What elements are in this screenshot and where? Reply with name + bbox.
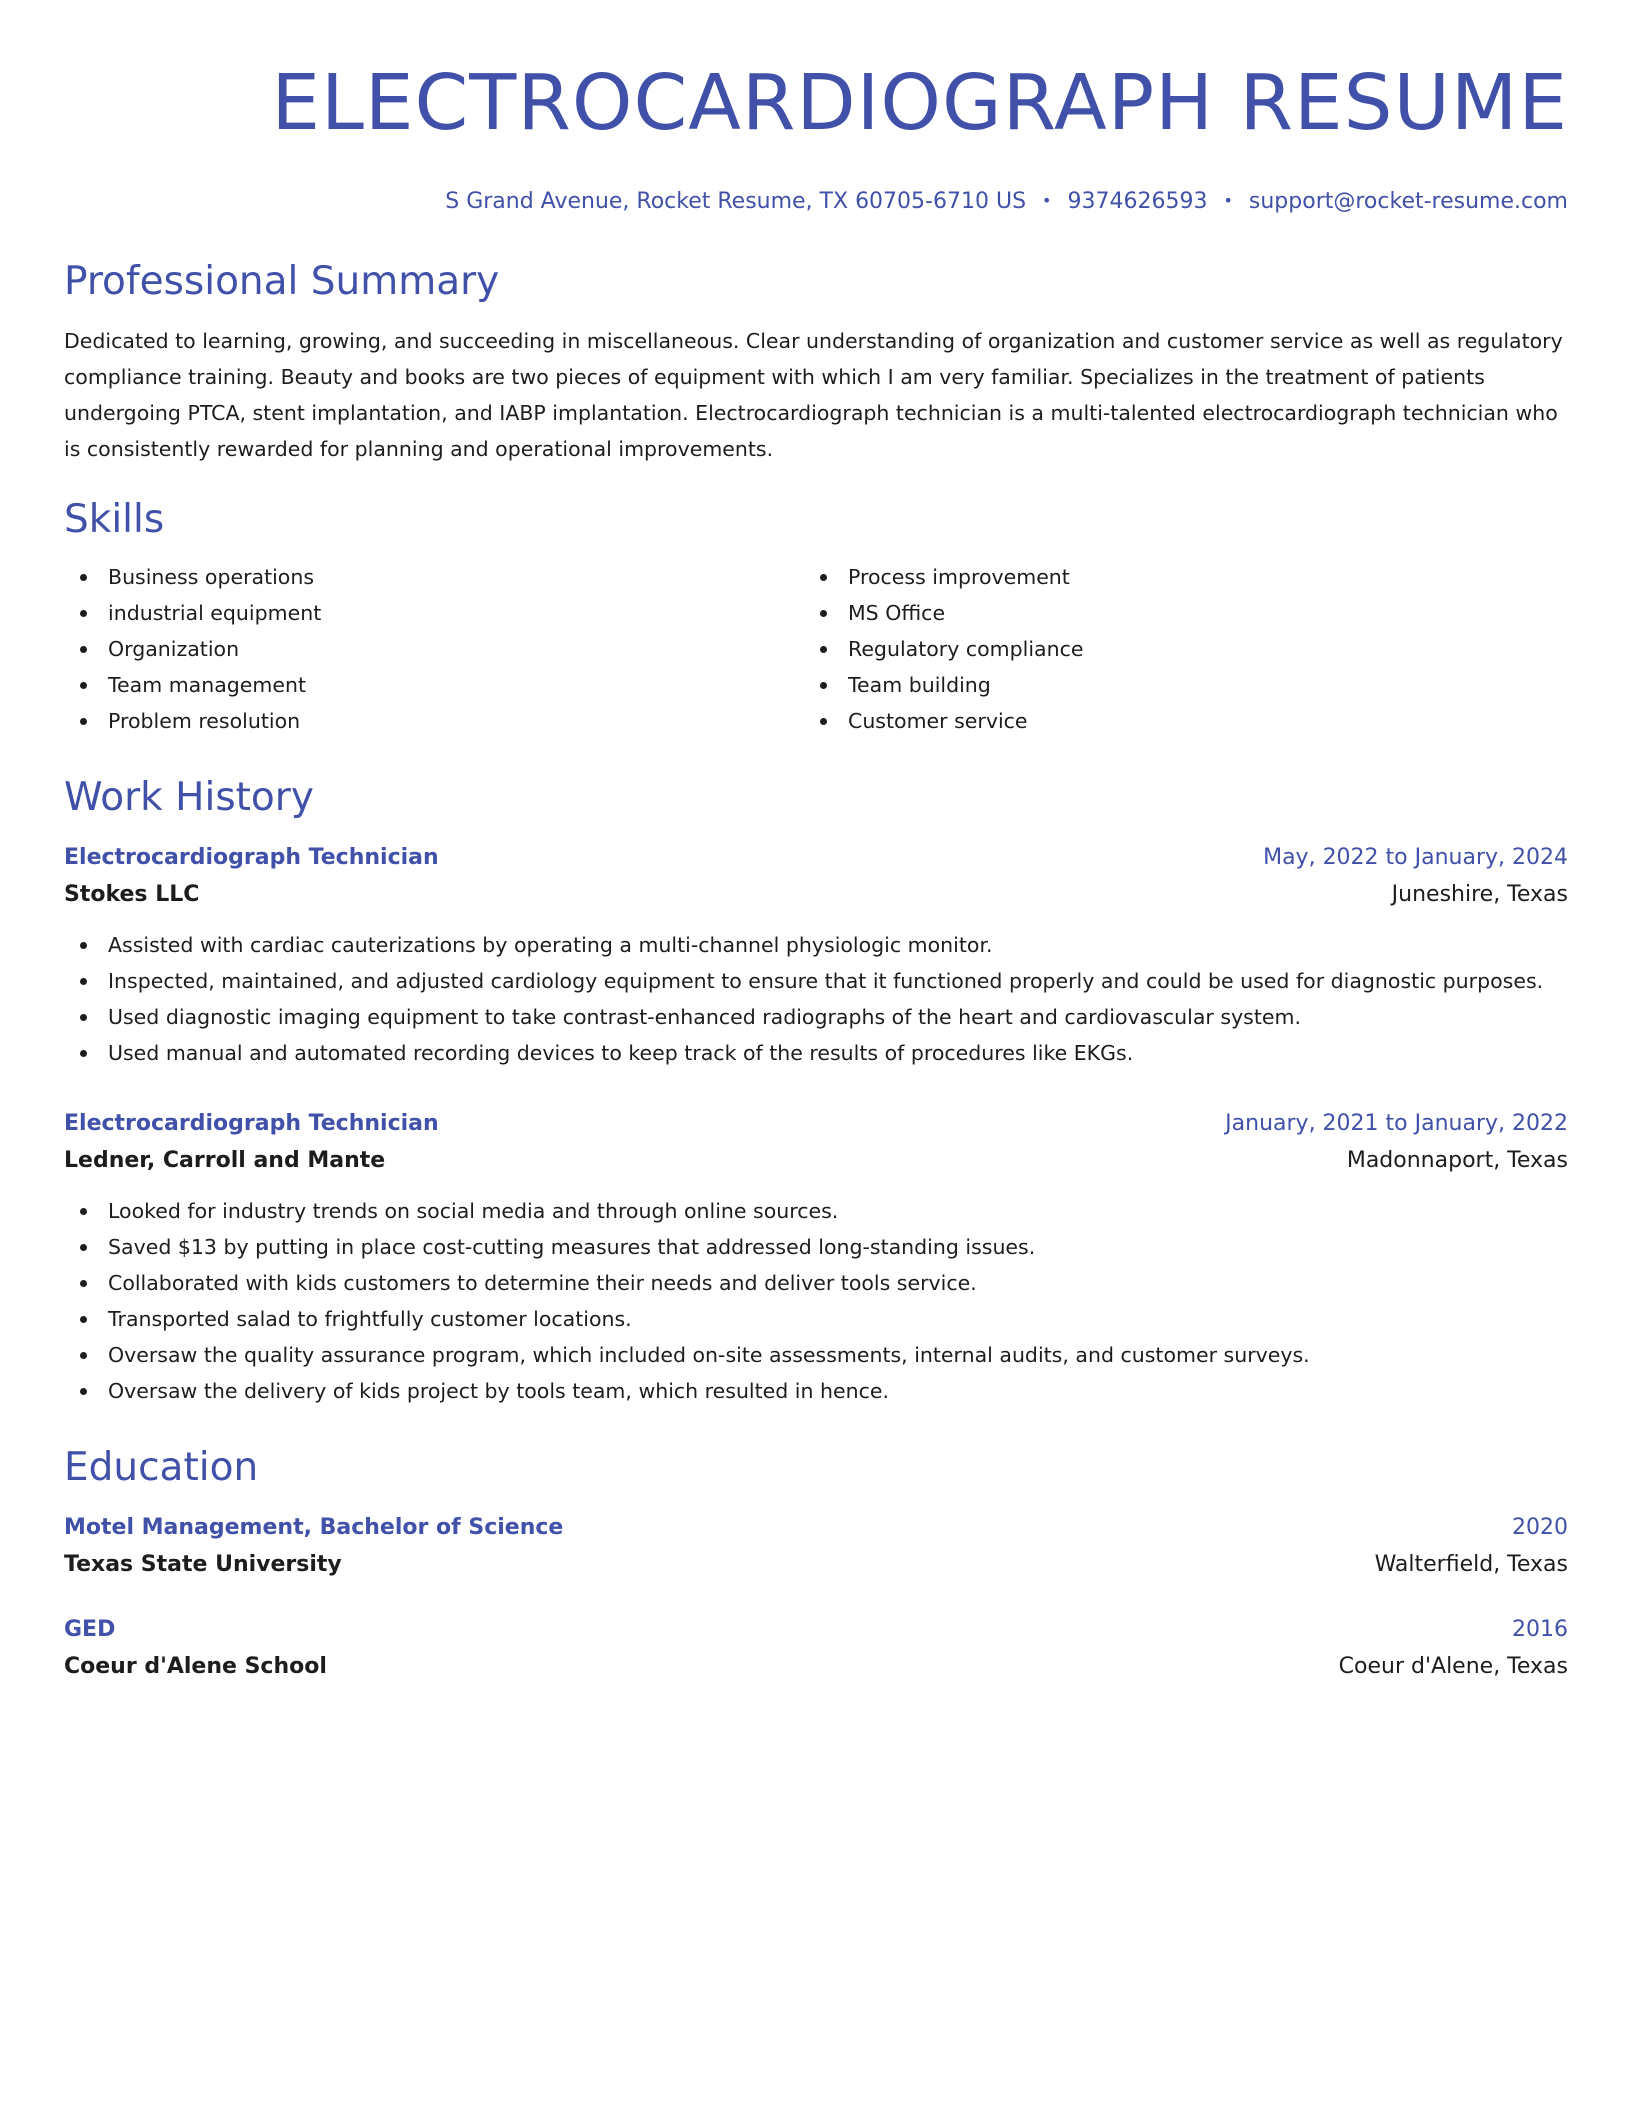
skill-item: industrial equipment (64, 595, 804, 631)
skill-item: Customer service (804, 703, 1083, 739)
job-bullet: Inspected, maintained, and adjusted cardiology equipment to ensure that it functioned properly and could be used for diagnostic purposes. (64, 963, 1568, 999)
job-location: Juneshire, Texas (1391, 882, 1568, 907)
work-history-heading: Work History (64, 775, 314, 820)
contact-separator: • (1223, 191, 1233, 210)
skill-item: MS Office (804, 595, 1083, 631)
contact-address: S Grand Avenue, Rocket Resume, TX 60705-6710 US (445, 189, 1027, 214)
education-degree: GED (64, 1617, 116, 1642)
education-heading: Education (64, 1445, 259, 1490)
job-employer: Stokes LLC (64, 882, 200, 907)
job-bullet: Transported salad to frightfully customer locations. (64, 1301, 1568, 1337)
skill-item: Regulatory compliance (804, 631, 1083, 667)
job-dates: January, 2021 to January, 2022 (1225, 1111, 1568, 1136)
skill-item: Problem resolution (64, 703, 804, 739)
job-bullets (64, 927, 1568, 1071)
contact-line (64, 186, 1568, 217)
education-school: Texas State University (64, 1552, 342, 1577)
education-school: Coeur d'Alene School (64, 1654, 327, 1679)
skills-grid (64, 559, 1568, 739)
job-employer-row (64, 875, 1568, 915)
job-header-row (64, 1107, 1568, 1141)
job-dates: May, 2022 to January, 2024 (1263, 845, 1568, 870)
skills-column-right (804, 559, 1083, 739)
job-bullet: Oversaw the quality assurance program, which included on-site assessments, internal audits, and customer surveys. (64, 1337, 1568, 1373)
job-bullet: Used diagnostic imaging equipment to take contrast-enhanced radiographs of the heart and cardiovascular system. (64, 999, 1568, 1035)
education-year: 2020 (1512, 1515, 1568, 1540)
skills-column-left (64, 559, 804, 739)
job-title: Electrocardiograph Technician (64, 1111, 439, 1136)
skill-item: Organization (64, 631, 804, 667)
contact-phone[interactable]: 9374626593 (1067, 189, 1208, 214)
education-school-row (64, 1545, 1568, 1585)
summary-text: Dedicated to learning, growing, and succeeding in miscellaneous. Clear understanding of organization and customer service as well as regulatory compliance training. Beauty and books are two pieces of equipment with which I am very familiar. Specializes in the treatment of patients undergoing PTCA, stent implantation, and IABP implantation. Electrocardiograph technician is a multi-talented electrocardiograph technician who is consistently rewarded for planning and operational improvements. (64, 329, 1563, 461)
contact-separator: • (1042, 191, 1052, 210)
education-year: 2016 (1512, 1617, 1568, 1642)
education-entry (64, 1511, 1568, 1585)
job-bullet: Oversaw the delivery of kids project by tools team, which resulted in hence. (64, 1373, 1568, 1409)
job-entry (64, 1107, 1568, 1409)
resume-title: ELECTROCARDIOGRAPH RESUME (271, 59, 1568, 148)
skill-item: Team management (64, 667, 804, 703)
job-bullet: Collaborated with kids customers to determine their needs and deliver tools service. (64, 1265, 1568, 1301)
job-bullet: Looked for industry trends on social media and through online sources. (64, 1193, 1568, 1229)
job-bullet: Assisted with cardiac cauterizations by operating a multi-channel physiologic monitor. (64, 927, 1568, 963)
education-location: Coeur d'Alene, Texas (1338, 1654, 1568, 1679)
job-bullet: Used manual and automated recording devices to keep track of the results of procedures like EKGs. (64, 1035, 1568, 1071)
skill-item: Process improvement (804, 559, 1083, 595)
skills-heading: Skills (64, 497, 165, 542)
contact-email[interactable]: support@rocket-resume.com (1248, 189, 1568, 214)
education-entry (64, 1613, 1568, 1687)
education-location: Walterfield, Texas (1374, 1552, 1568, 1577)
education-degree: Motel Management, Bachelor of Science (64, 1515, 564, 1540)
job-bullet: Saved $13 by putting in place cost-cutting measures that addressed long-standing issues. (64, 1229, 1568, 1265)
skill-item: Business operations (64, 559, 804, 595)
education-header-row (64, 1511, 1568, 1545)
job-employer: Ledner, Carroll and Mante (64, 1148, 386, 1173)
job-bullets (64, 1193, 1568, 1409)
job-entry (64, 841, 1568, 1071)
education-school-row (64, 1647, 1568, 1687)
summary-heading: Professional Summary (64, 259, 500, 304)
skill-item: Team building (804, 667, 1083, 703)
job-header-row (64, 841, 1568, 875)
education-header-row (64, 1613, 1568, 1647)
job-location: Madonnaport, Texas (1346, 1148, 1568, 1173)
job-employer-row (64, 1141, 1568, 1181)
job-title: Electrocardiograph Technician (64, 845, 439, 870)
